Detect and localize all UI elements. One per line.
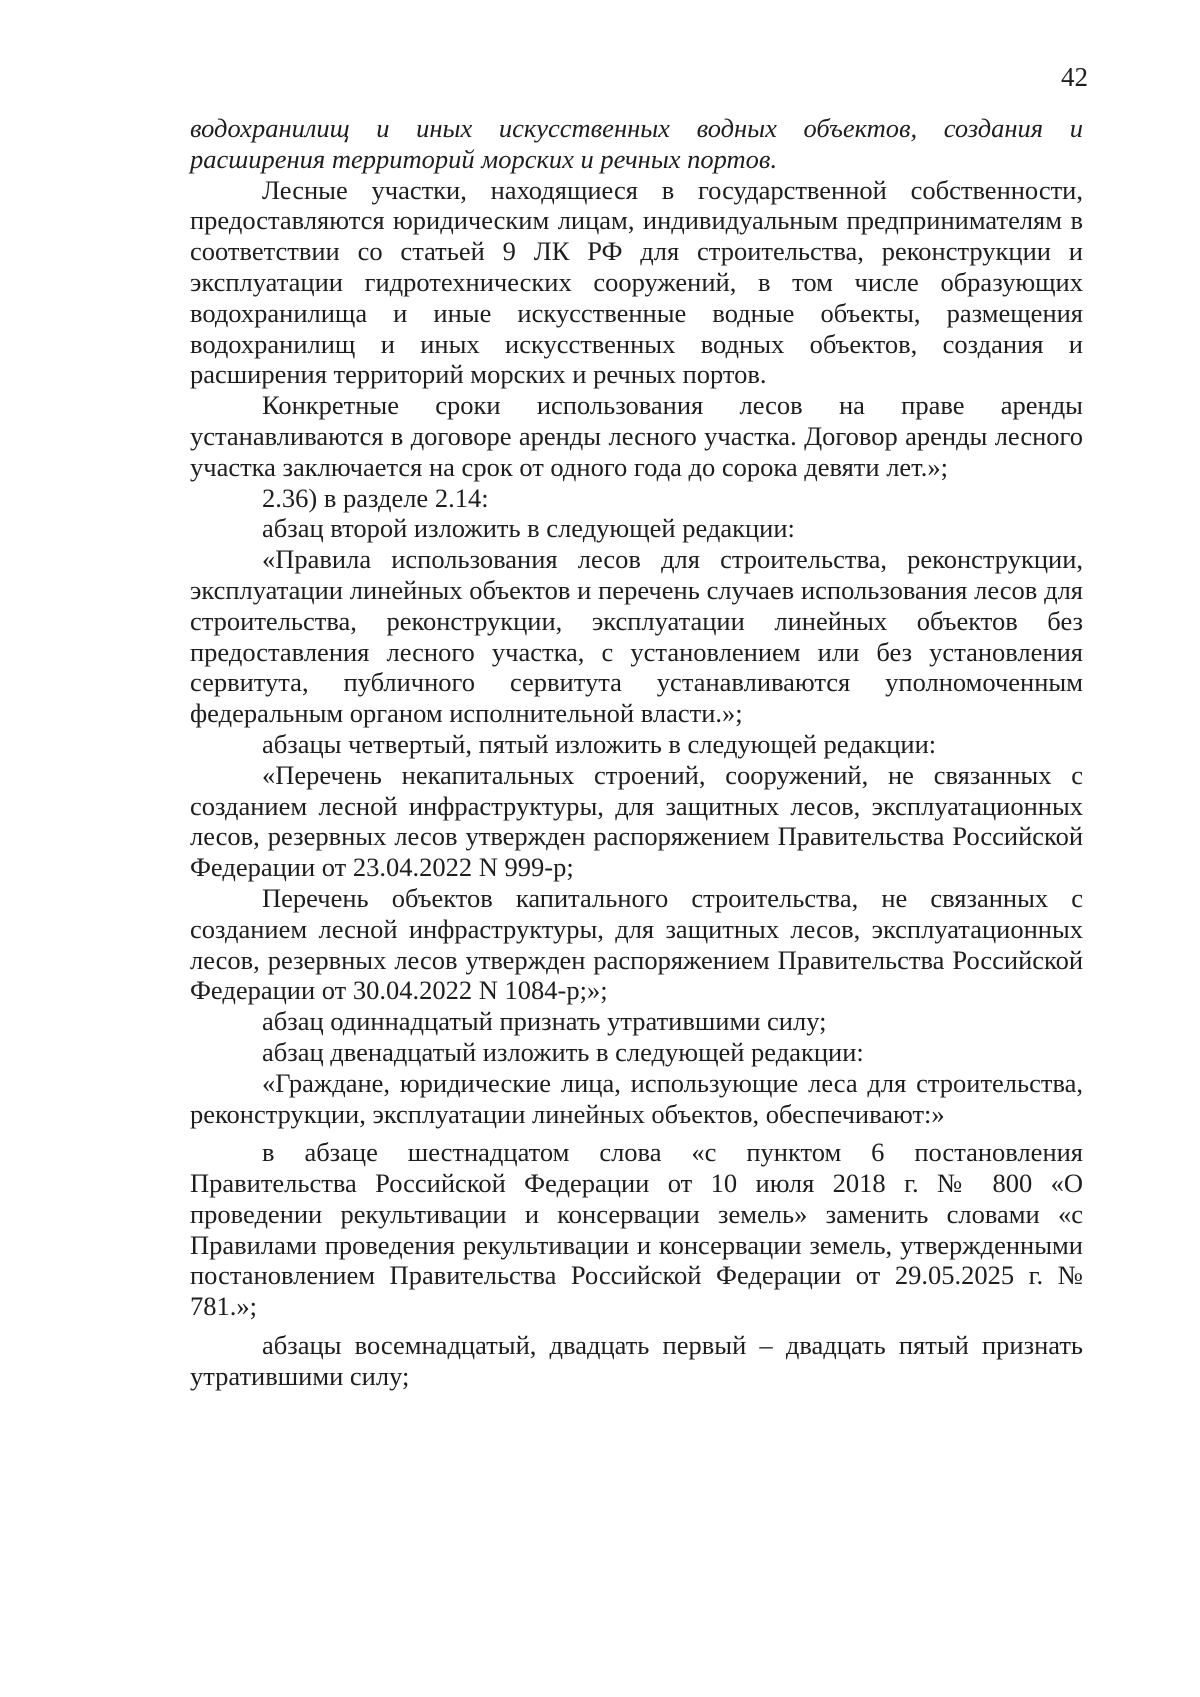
paragraph-1: водохранилищ и иных искусственных водных объектов, создания и расширения территорий морских и речных портов. [190,113,1083,174]
paragraph-9: Перечень объектов капитального строительства, не связанных с созданием лесной инфраструктуры, для защитных лесов, эксплуатационных лесов, резервных лесов утвержден распоряжением Правительства Российской Федерации от 30.04.2022 N 1084-р;»; [190,882,1083,1006]
paragraph-6: «Правила использования лесов для строительства, реконструкции, эксплуатации линейных объектов и перечень случаев использования лесов для строительства, реконструкции, эксплуатации линейных объектов без предоставления лесного участка, с установлением или без установления сервитута, публичного сервитута устанавливаются уполномоченным федеральным органом исполнительной власти.»; [190,544,1083,729]
page-number: 42 [1061,62,1088,92]
paragraph-14: абзацы восемнадцатый, двадцать первый – двадцать пятый признать утратившими силу; [190,1330,1083,1391]
paragraph-8: «Перечень некапитальных строений, сооружений, не связанных с созданием лесной инфраструктуры, для защитных лесов, эксплуатационных лесов, резервных лесов утвержден распоряжением Правительства Российской Федерации от 23.04.2022 N 999-р; [190,759,1083,883]
paragraph-13: в абзаце шестнадцатом слова «с пунктом 6 постановления Правительства Российской Федерации от 10 июля 2018 г. № 800 «О проведении рекультивации и консервации земель» заменить словами «с Правилами проведения рекультивации и консервации земель, утвержденными постановлением Правительства Российской Федерации от 29.05.2025 г. № 781.»; [190,1137,1083,1322]
paragraph-4: 2.36) в разделе 2.14: [262,482,489,513]
paragraph-gap [190,1129,1083,1137]
paragraph-3: Конкретные сроки использования лесов на праве аренды устанавливаются в договоре аренды лесного участка. Договор аренды лесного участка заключается на срок от одного года до сорока девяти лет.»; [190,390,1083,482]
paragraph-12: «Граждане, юридические лица, использующие леса для строительства, реконструкции, эксплуатации линейных объектов, обеспечивают:» [190,1067,1083,1129]
document-body [190,113,1083,1392]
paragraph-7: абзацы четвертый, пятый изложить в следующей редакции: [262,728,937,759]
paragraph-5: абзац второй изложить в следующей редакции: [262,513,795,544]
paragraph-10: абзац одиннадцатый признать утратившими силу; [262,1006,827,1037]
paragraph-11: абзац двенадцатый изложить в следующей редакции: [262,1036,864,1067]
paragraph-gap [190,1322,1083,1330]
paragraph-2: Лесные участки, находящиеся в государственной собственности, предоставляются юридическим лицам, индивидуальным предпринимателям в соответствии со статьей 9 ЛК РФ для строительства, реконструкции и эксплуатации гидротехнических сооружений, в том числе образующих водохранилища и иные искусственные водные объекты, размещения водохранилищ и иных искусственных водных объектов, создания и расширения территорий морских и речных портов. [190,174,1083,390]
